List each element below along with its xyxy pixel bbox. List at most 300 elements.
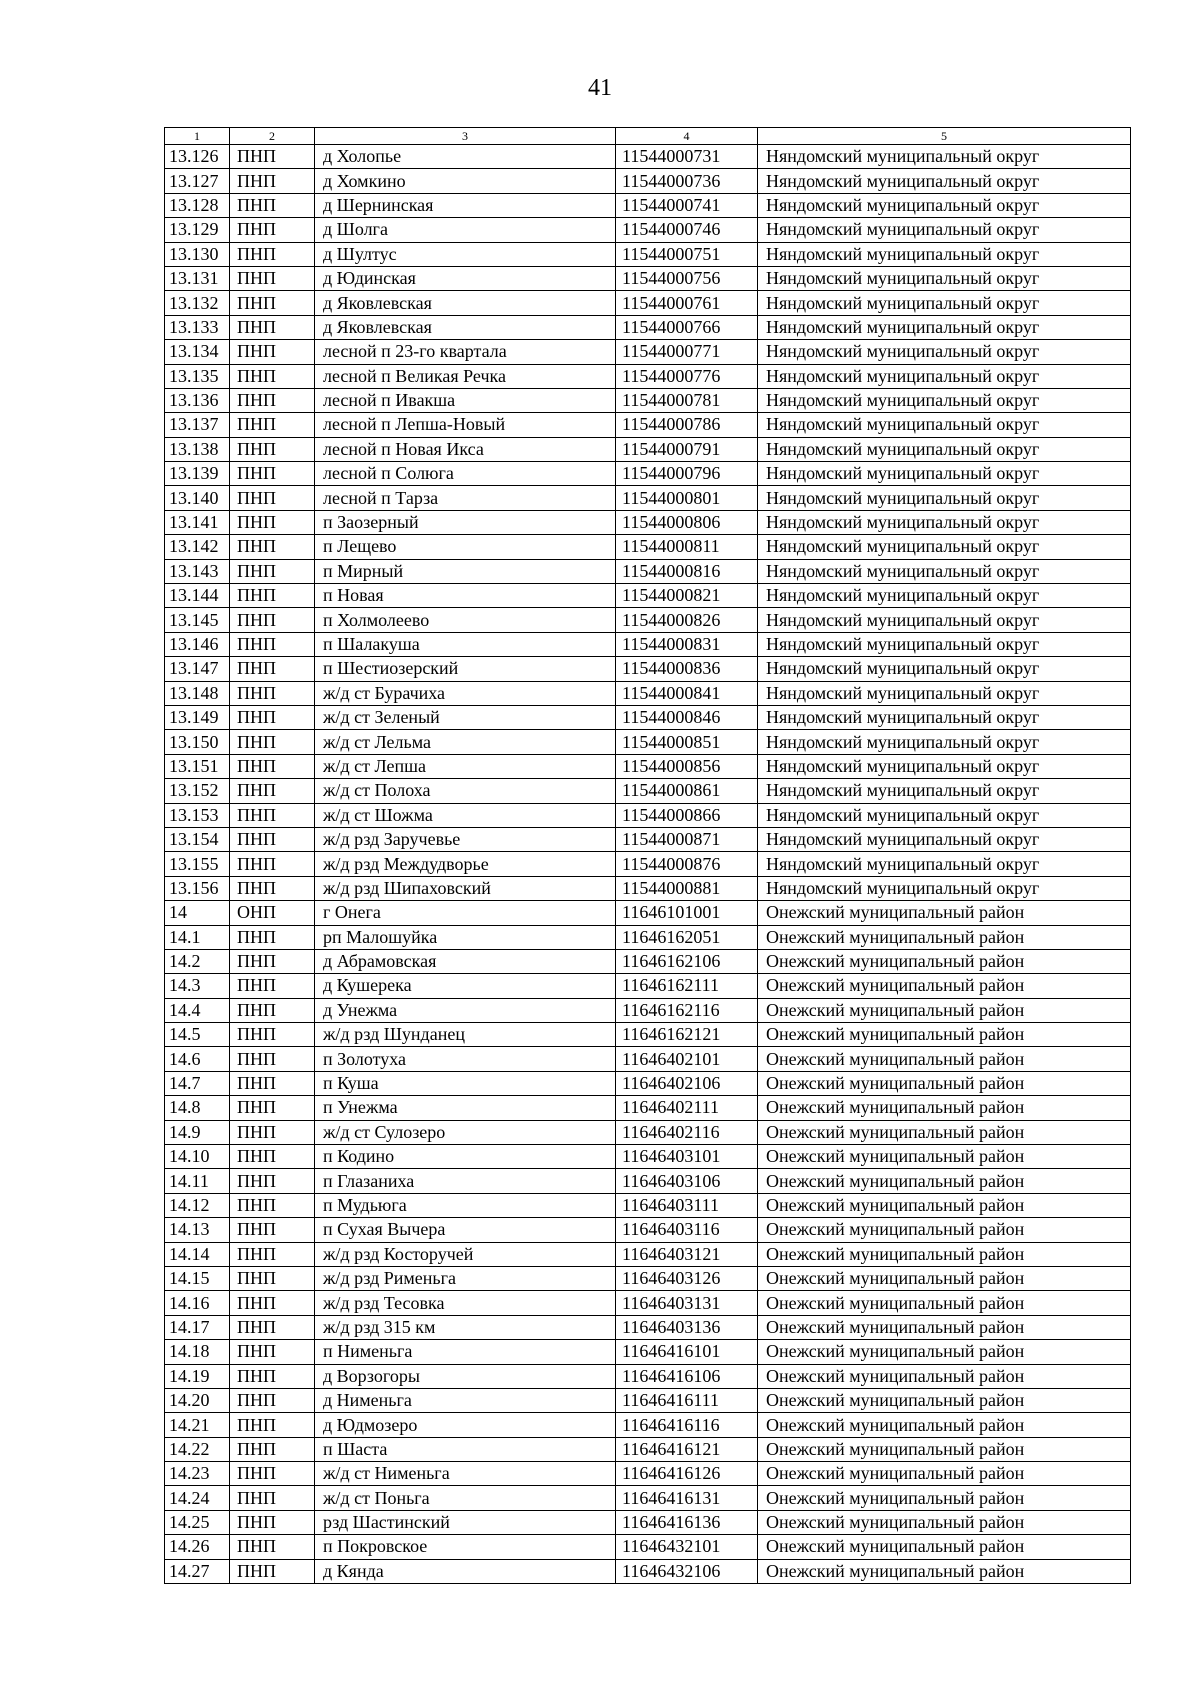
settlement-name-cell: ж/д рзд Тесовка [315,1291,616,1315]
district-cell: Онежский муниципальный район [758,998,1131,1022]
settlement-name-cell: рзд Шастинский [315,1510,616,1534]
district-cell: Няндомский муниципальный округ [758,852,1131,876]
settlement-name-cell: ж/д ст Лельма [315,730,616,754]
settlement-type-cell: ПНП [230,852,315,876]
code-cell: 11544000801 [616,486,758,510]
table-row [165,1315,1131,1339]
column-header-type: 2 [230,128,315,145]
district-cell: Онежский муниципальный район [758,1242,1131,1266]
code-cell: 11544000836 [616,657,758,681]
code-cell: 11544000751 [616,242,758,266]
settlement-name-cell: ж/д рзд Междудворье [315,852,616,876]
settlement-type-cell: ПНП [230,1388,315,1412]
settlement-type-cell: ПНП [230,1071,315,1095]
row-number-cell: 13.129 [165,218,230,242]
district-cell: Онежский муниципальный район [758,1120,1131,1144]
row-number-cell: 14.23 [165,1462,230,1486]
district-cell: Няндомский муниципальный округ [758,145,1131,169]
settlement-name-cell: д Ворзогоры [315,1364,616,1388]
table-row [165,193,1131,217]
district-cell: Няндомский муниципальный округ [758,291,1131,315]
table-row [165,169,1131,193]
district-cell: Онежский муниципальный район [758,1437,1131,1461]
settlement-type-cell: ПНП [230,827,315,851]
settlement-type-cell: ОНП [230,901,315,925]
settlement-type-cell: ПНП [230,1340,315,1364]
table-row [165,486,1131,510]
district-cell: Няндомский муниципальный округ [758,364,1131,388]
district-cell: Онежский муниципальный район [758,1193,1131,1217]
table-row [165,1535,1131,1559]
code-cell: 11646416111 [616,1388,758,1412]
settlement-name-cell: ж/д ст Шожма [315,803,616,827]
row-number-cell: 13.138 [165,437,230,461]
code-cell: 11544000841 [616,681,758,705]
settlement-name-cell: п Сухая Вычера [315,1218,616,1242]
table-body [165,145,1131,1584]
settlement-name-cell: лесной п 23-го квартала [315,340,616,364]
settlement-type-cell: ПНП [230,193,315,217]
row-number-cell: 13.153 [165,803,230,827]
row-number-cell: 14.10 [165,1145,230,1169]
code-cell: 11646403116 [616,1218,758,1242]
table-row [165,1291,1131,1315]
code-cell: 11544000826 [616,608,758,632]
district-cell: Няндомский муниципальный округ [758,510,1131,534]
table-row [165,584,1131,608]
table-row [165,730,1131,754]
row-number-cell: 13.142 [165,535,230,559]
district-cell: Няндомский муниципальный округ [758,584,1131,608]
settlement-type-cell: ПНП [230,364,315,388]
district-cell: Онежский муниципальный район [758,1071,1131,1095]
row-number-cell: 14.2 [165,949,230,973]
district-cell: Няндомский муниципальный округ [758,388,1131,412]
settlement-type-cell: ПНП [230,169,315,193]
code-cell: 11544000806 [616,510,758,534]
table-row [165,1364,1131,1388]
settlement-name-cell: ж/д рзд Заручевье [315,827,616,851]
code-cell: 11544000856 [616,754,758,778]
settlement-name-cell: п Унежма [315,1096,616,1120]
table-row [165,754,1131,778]
column-header-number: 1 [165,128,230,145]
table-row [165,681,1131,705]
row-number-cell: 13.144 [165,584,230,608]
code-cell: 11544000776 [616,364,758,388]
settlement-type-cell: ПНП [230,266,315,290]
settlement-name-cell: лесной п Ивакша [315,388,616,412]
row-number-cell: 14.11 [165,1169,230,1193]
table-row [165,1023,1131,1047]
settlement-type-cell: ПНП [230,1535,315,1559]
table-row [165,1559,1131,1583]
code-cell: 11646403136 [616,1315,758,1339]
code-cell: 11544000821 [616,584,758,608]
code-cell: 11646162121 [616,1023,758,1047]
row-number-cell: 13.126 [165,145,230,169]
district-cell: Онежский муниципальный район [758,1169,1131,1193]
row-number-cell: 13.127 [165,169,230,193]
settlement-type-cell: ПНП [230,1047,315,1071]
settlement-type-cell: ПНП [230,315,315,339]
table-row [165,364,1131,388]
table-row [165,998,1131,1022]
settlement-name-cell: д Кушерека [315,974,616,998]
settlement-type-cell: ПНП [230,779,315,803]
table-row [165,1388,1131,1412]
table-row [165,1242,1131,1266]
row-number-cell: 13.156 [165,876,230,900]
code-cell: 11544000866 [616,803,758,827]
table-row [165,266,1131,290]
row-number-cell: 14.20 [165,1388,230,1412]
settlement-name-cell: д Нименьга [315,1388,616,1412]
district-cell: Няндомский муниципальный округ [758,608,1131,632]
code-cell: 11646402111 [616,1096,758,1120]
settlement-type-cell: ПНП [230,705,315,729]
row-number-cell: 14.24 [165,1486,230,1510]
table-row [165,413,1131,437]
settlement-type-cell: ПНП [230,1096,315,1120]
settlement-name-cell: п Шестиозерский [315,657,616,681]
table-row [165,1145,1131,1169]
row-number-cell: 14.3 [165,974,230,998]
district-cell: Онежский муниципальный район [758,1364,1131,1388]
settlement-name-cell: ж/д ст Лепша [315,754,616,778]
code-cell: 11544000731 [616,145,758,169]
settlement-name-cell: д Хомкино [315,169,616,193]
code-cell: 11544000876 [616,852,758,876]
district-cell: Няндомский муниципальный округ [758,632,1131,656]
settlement-name-cell: д Кянда [315,1559,616,1583]
settlement-type-cell: ПНП [230,486,315,510]
settlement-type-cell: ПНП [230,1462,315,1486]
settlement-name-cell: ж/д ст Сулозеро [315,1120,616,1144]
row-number-cell: 13.146 [165,632,230,656]
row-number-cell: 13.134 [165,340,230,364]
settlement-type-cell: ПНП [230,1486,315,1510]
settlements-table [164,127,1131,1584]
settlement-type-cell: ПНП [230,998,315,1022]
settlement-name-cell: лесной п Тарза [315,486,616,510]
settlement-type-cell: ПНП [230,1169,315,1193]
settlement-type-cell: ПНП [230,657,315,681]
code-cell: 11646416126 [616,1462,758,1486]
table-row [165,1047,1131,1071]
code-cell: 11544000816 [616,559,758,583]
district-cell: Няндомский муниципальный округ [758,462,1131,486]
row-number-cell: 14.4 [165,998,230,1022]
code-cell: 11544000736 [616,169,758,193]
code-cell: 11544000756 [616,266,758,290]
district-cell: Няндомский муниципальный округ [758,803,1131,827]
settlement-name-cell: ж/д рзд Косторучей [315,1242,616,1266]
code-cell: 11544000781 [616,388,758,412]
code-cell: 11646416136 [616,1510,758,1534]
settlement-type-cell: ПНП [230,559,315,583]
settlement-name-cell: п Шалакуша [315,632,616,656]
settlement-name-cell: лесной п Лепша-Новый [315,413,616,437]
settlement-type-cell: ПНП [230,1315,315,1339]
district-cell: Онежский муниципальный район [758,1047,1131,1071]
settlement-name-cell: ж/д рзд 315 км [315,1315,616,1339]
district-cell: Онежский муниципальный район [758,1340,1131,1364]
district-cell: Онежский муниципальный район [758,1535,1131,1559]
settlement-name-cell: лесной п Новая Икса [315,437,616,461]
row-number-cell: 13.131 [165,266,230,290]
row-number-cell: 13.128 [165,193,230,217]
code-cell: 11646403131 [616,1291,758,1315]
table-row [165,1437,1131,1461]
settlement-name-cell: п Заозерный [315,510,616,534]
settlement-name-cell: ж/д ст Бурачиха [315,681,616,705]
settlement-type-cell: ПНП [230,1364,315,1388]
settlement-type-cell: ПНП [230,608,315,632]
settlement-name-cell: д Юдмозеро [315,1413,616,1437]
code-cell: 11544000796 [616,462,758,486]
row-number-cell: 13.150 [165,730,230,754]
settlement-type-cell: ПНП [230,1218,315,1242]
row-number-cell: 14.19 [165,1364,230,1388]
settlement-name-cell: д Яковлевская [315,291,616,315]
row-number-cell: 13.140 [165,486,230,510]
settlement-name-cell: рп Малошуйка [315,925,616,949]
settlement-type-cell: ПНП [230,754,315,778]
row-number-cell: 14.6 [165,1047,230,1071]
settlement-name-cell: д Абрамовская [315,949,616,973]
table-row [165,1218,1131,1242]
row-number-cell: 14 [165,901,230,925]
code-cell: 11544000811 [616,535,758,559]
settlement-type-cell: ПНП [230,437,315,461]
settlement-type-cell: ПНП [230,584,315,608]
settlement-name-cell: г Онега [315,901,616,925]
table-row [165,388,1131,412]
code-cell: 11544000846 [616,705,758,729]
table-row [165,1486,1131,1510]
district-cell: Няндомский муниципальный округ [758,193,1131,217]
district-cell: Няндомский муниципальный округ [758,730,1131,754]
settlement-type-cell: ПНП [230,949,315,973]
column-header-name: 3 [315,128,616,145]
table-row [165,852,1131,876]
table-row [165,1266,1131,1290]
code-cell: 11646416106 [616,1364,758,1388]
settlement-name-cell: п Глазаниха [315,1169,616,1193]
settlement-type-cell: ПНП [230,1120,315,1144]
column-header-district: 5 [758,128,1131,145]
code-cell: 11646101001 [616,901,758,925]
code-cell: 11646432106 [616,1559,758,1583]
settlement-name-cell: п Куша [315,1071,616,1095]
district-cell: Няндомский муниципальный округ [758,486,1131,510]
district-cell: Няндомский муниципальный округ [758,315,1131,339]
settlement-name-cell: лесной п Солюга [315,462,616,486]
settlement-name-cell: ж/д рзд Шунданец [315,1023,616,1047]
row-number-cell: 13.154 [165,827,230,851]
row-number-cell: 14.13 [165,1218,230,1242]
code-cell: 11646403101 [616,1145,758,1169]
settlement-type-cell: ПНП [230,1437,315,1461]
district-cell: Няндомский муниципальный округ [758,559,1131,583]
table-row [165,1510,1131,1534]
row-number-cell: 13.155 [165,852,230,876]
settlement-type-cell: ПНП [230,462,315,486]
district-cell: Онежский муниципальный район [758,1559,1131,1583]
code-cell: 11544000761 [616,291,758,315]
row-number-cell: 13.147 [165,657,230,681]
district-cell: Онежский муниципальный район [758,1096,1131,1120]
settlement-type-cell: ПНП [230,1193,315,1217]
header-row [165,128,1131,145]
table-row [165,437,1131,461]
code-cell: 11544000861 [616,779,758,803]
table-row [165,1169,1131,1193]
row-number-cell: 13.145 [165,608,230,632]
district-cell: Онежский муниципальный район [758,1266,1131,1290]
settlement-name-cell: д Шолга [315,218,616,242]
district-cell: Онежский муниципальный район [758,1145,1131,1169]
code-cell: 11646416121 [616,1437,758,1461]
settlement-name-cell: д Шултус [315,242,616,266]
settlement-name-cell: п Мудьюга [315,1193,616,1217]
settlement-name-cell: п Лещево [315,535,616,559]
table-row [165,608,1131,632]
settlement-name-cell: п Шаста [315,1437,616,1461]
row-number-cell: 14.22 [165,1437,230,1461]
settlement-type-cell: ПНП [230,242,315,266]
row-number-cell: 13.133 [165,315,230,339]
settlement-type-cell: ПНП [230,876,315,900]
settlement-name-cell: ж/д ст Зеленый [315,705,616,729]
table-row [165,1071,1131,1095]
table-row [165,218,1131,242]
row-number-cell: 14.9 [165,1120,230,1144]
settlement-name-cell: д Юдинская [315,266,616,290]
table-row [165,705,1131,729]
district-cell: Онежский муниципальный район [758,1510,1131,1534]
table-row [165,779,1131,803]
district-cell: Няндомский муниципальный округ [758,779,1131,803]
table-header [165,128,1131,145]
table-row [165,1340,1131,1364]
row-number-cell: 13.136 [165,388,230,412]
table-row [165,535,1131,559]
settlement-type-cell: ПНП [230,1291,315,1315]
settlement-name-cell: ж/д рзд Шипаховский [315,876,616,900]
code-cell: 11544000766 [616,315,758,339]
district-cell: Няндомский муниципальный округ [758,169,1131,193]
row-number-cell: 14.17 [165,1315,230,1339]
table-row [165,242,1131,266]
row-number-cell: 13.130 [165,242,230,266]
table-row [165,949,1131,973]
code-cell: 11544000881 [616,876,758,900]
code-cell: 11646162116 [616,998,758,1022]
row-number-cell: 14.26 [165,1535,230,1559]
code-cell: 11544000851 [616,730,758,754]
row-number-cell: 13.139 [165,462,230,486]
row-number-cell: 13.152 [165,779,230,803]
settlement-type-cell: ПНП [230,1559,315,1583]
table-row [165,803,1131,827]
settlement-type-cell: ПНП [230,535,315,559]
settlement-type-cell: ПНП [230,632,315,656]
settlement-type-cell: ПНП [230,388,315,412]
settlement-name-cell: д Холопье [315,145,616,169]
settlement-name-cell: п Нименьга [315,1340,616,1364]
code-cell: 11646416101 [616,1340,758,1364]
code-cell: 11646416116 [616,1413,758,1437]
settlement-type-cell: ПНП [230,803,315,827]
settlement-name-cell: ж/д ст Нименьга [315,1462,616,1486]
table-row [165,876,1131,900]
column-header-code: 4 [616,128,758,145]
code-cell: 11646402106 [616,1071,758,1095]
district-cell: Няндомский муниципальный округ [758,218,1131,242]
row-number-cell: 13.137 [165,413,230,437]
table-row [165,657,1131,681]
row-number-cell: 13.149 [165,705,230,729]
code-cell: 11646162051 [616,925,758,949]
code-cell: 11646416131 [616,1486,758,1510]
district-cell: Няндомский муниципальный округ [758,437,1131,461]
district-cell: Няндомский муниципальный округ [758,535,1131,559]
district-cell: Онежский муниципальный район [758,1291,1131,1315]
district-cell: Няндомский муниципальный округ [758,413,1131,437]
row-number-cell: 14.15 [165,1266,230,1290]
page-number: 41 [588,75,612,101]
district-cell: Онежский муниципальный район [758,1413,1131,1437]
settlement-type-cell: ПНП [230,413,315,437]
row-number-cell: 14.18 [165,1340,230,1364]
row-number-cell: 13.151 [165,754,230,778]
code-cell: 11544000871 [616,827,758,851]
settlement-type-cell: ПНП [230,1242,315,1266]
district-cell: Онежский муниципальный район [758,1462,1131,1486]
code-cell: 11646403106 [616,1169,758,1193]
row-number-cell: 13.132 [165,291,230,315]
district-cell: Няндомский муниципальный округ [758,705,1131,729]
code-cell: 11544000746 [616,218,758,242]
table-row [165,925,1131,949]
settlement-name-cell: п Мирный [315,559,616,583]
table-row [165,901,1131,925]
row-number-cell: 14.12 [165,1193,230,1217]
row-number-cell: 13.135 [165,364,230,388]
table-row [165,632,1131,656]
settlement-type-cell: ПНП [230,1266,315,1290]
settlement-name-cell: п Покровское [315,1535,616,1559]
settlement-name-cell: д Шернинская [315,193,616,217]
settlement-name-cell: д Яковлевская [315,315,616,339]
district-cell: Онежский муниципальный район [758,1023,1131,1047]
settlement-type-cell: ПНП [230,681,315,705]
settlement-name-cell: д Унежма [315,998,616,1022]
code-cell: 11646162111 [616,974,758,998]
settlement-type-cell: ПНП [230,218,315,242]
settlement-type-cell: ПНП [230,1145,315,1169]
code-cell: 11544000771 [616,340,758,364]
district-cell: Онежский муниципальный район [758,1388,1131,1412]
row-number-cell: 13.143 [165,559,230,583]
district-cell: Няндомский муниципальный округ [758,827,1131,851]
settlement-name-cell: ж/д рзд Рименьга [315,1266,616,1290]
district-cell: Няндомский муниципальный округ [758,340,1131,364]
table-row [165,1096,1131,1120]
code-cell: 11646402116 [616,1120,758,1144]
